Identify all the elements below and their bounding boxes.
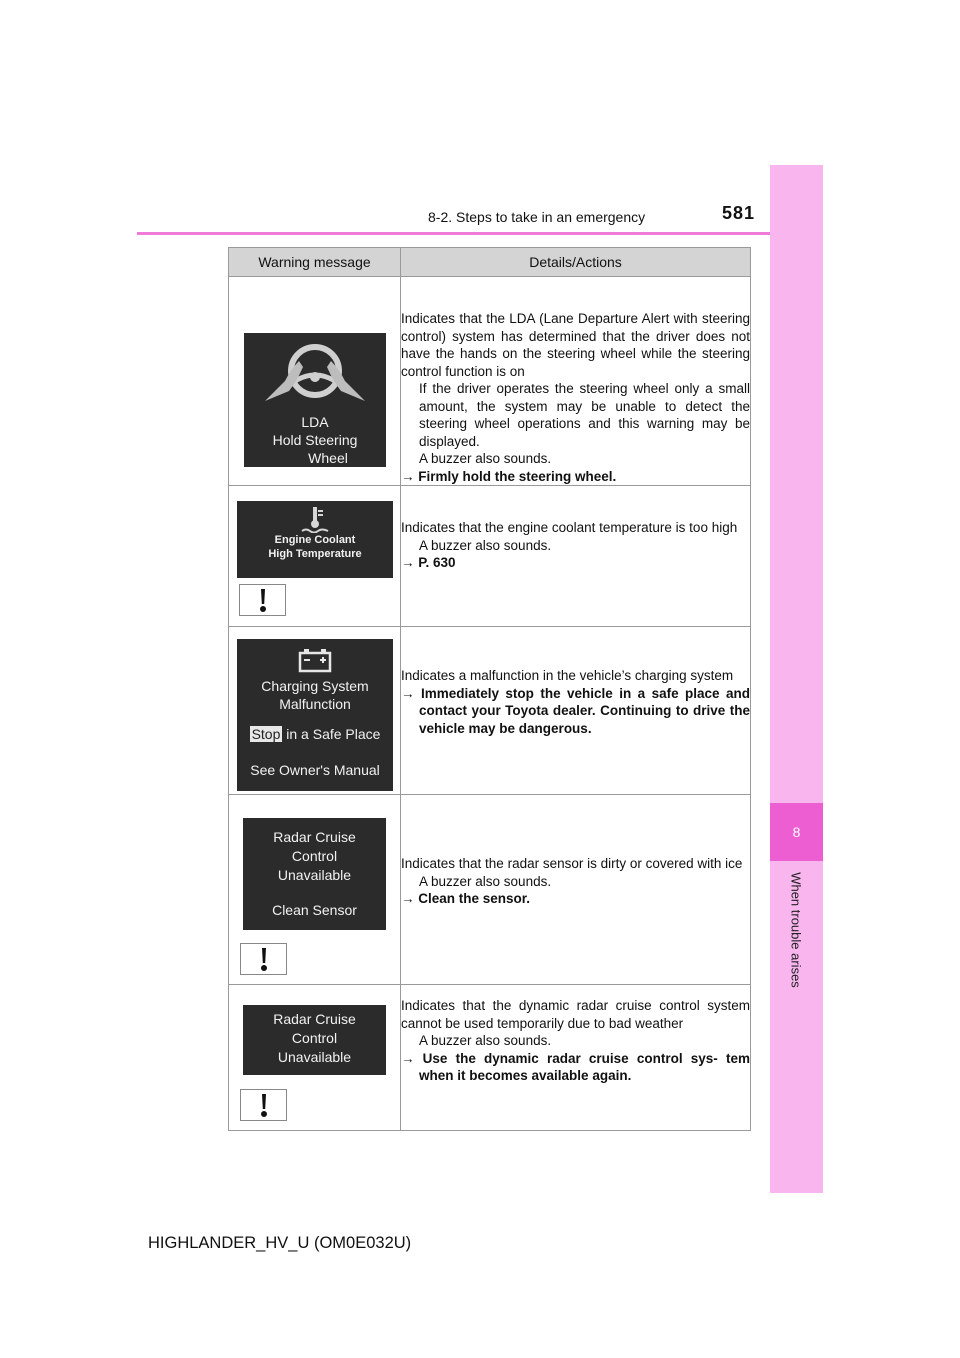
column-header-details-actions: Details/Actions [401,248,751,277]
warning-icon-box [240,1089,287,1121]
action-text: P. 630 [418,555,456,570]
radar-sensor-warning-screen [243,818,386,930]
screen-text-line: Unavailable [277,867,352,883]
warning-image-cell [229,795,401,985]
table-row [229,486,751,627]
column-header-warning-message: Warning message [229,248,401,277]
action-line [401,685,750,738]
note-text: A buzzer also sounds. [419,1033,552,1048]
details-cell [401,985,751,1131]
screen-text-line: Unavailable [277,1049,352,1065]
description-text: Indicates that the dynamic radar cruise control system cannot be used temporarily due to bad weather [401,998,750,1031]
note-text: A buzzer also sounds. [419,537,552,553]
warning-icon-box [240,943,287,975]
right-arrow-icon: → [401,468,419,484]
description-text: Indicates that the radar sensor is dirty or covered with ice [401,856,743,871]
warning-triangle-icon [252,587,274,613]
warning-triangle-icon [253,1092,275,1118]
note-text: If the driver operates the steering wheel only a small amount, the system may be unable to detect the steering wheel operations and this warning may be displayed. [419,381,750,449]
stop-label: Stop [251,726,281,742]
chapter-number-tab: 8 [770,803,823,861]
details-cell [401,795,751,985]
action-text: Clean the sensor. [418,891,531,906]
table-header-row [229,248,751,277]
stop-rest-text: in a Safe Place [286,726,381,742]
screen-text-line: Radar Cruise [273,829,356,845]
table-row [229,627,751,795]
right-arrow-icon: → [401,555,419,570]
warning-image-cell [229,486,401,627]
right-arrow-icon: → [401,685,421,701]
radar-weather-warning-screen [243,1005,386,1075]
right-arrow-icon: → [401,1050,423,1066]
details-cell [401,486,751,627]
warning-image-cell [229,627,401,795]
details-cell [401,277,751,486]
screen-text-line: High Temperature [268,548,362,560]
note-text: A buzzer also sounds. [419,451,552,466]
page-number: 581 [722,203,756,223]
warning-image-cell [229,277,401,486]
screen-text-line: LDA [301,414,329,430]
description-text: Indicates that the LDA (Lane Departure Alert with steering control) system has determined that the driver does not have the hands on the steering wheel while the steering control function is on [401,311,750,379]
steering-wheel-hands-icon [255,341,375,411]
lda-warning-screen [244,333,386,467]
action-line [401,554,750,572]
manual-code: HIGHLANDER_HV_U (OM0E032U) [148,1234,412,1252]
coolant-warning-screen [237,501,393,578]
table-row [229,795,751,985]
warning-message-table [228,247,751,1131]
coolant-temperature-icon [300,505,330,533]
screen-footer-text: See Owner's Manual [250,762,380,778]
action-line [401,468,750,486]
screen-text-line: Control [291,1030,338,1046]
screen-text-line: Hold Steering [272,432,358,448]
right-arrow-icon: → [401,891,419,906]
table-row [229,277,751,486]
screen-text-line: Malfunction [279,696,351,712]
charging-warning-screen [237,639,393,791]
section-title: 8-2. Steps to take in an emergency [428,209,646,225]
battery-icon [297,647,333,673]
warning-icon-box [239,584,286,616]
screen-text-line: Radar Cruise [273,1011,356,1027]
action-text: Immediately stop the vehicle in a safe place and contact your Toyota dealer. Continuing to drive the vehicle may be dangerous. [419,685,750,736]
description-text: Indicates a malfunction in the vehicle’s charging system [401,668,734,683]
action-line [401,890,750,908]
screen-text-line: Wheel [308,450,348,466]
header-divider [137,232,823,235]
side-tab-band [770,165,823,1193]
action-line [401,1050,750,1085]
warning-image-cell [229,985,401,1131]
action-text: Use the dynamic radar cruise control sys- tem when it becomes available again. [419,1050,750,1083]
screen-text-line: Engine Coolant [274,534,356,546]
note-text: A buzzer also sounds. [419,873,552,889]
action-text: Firmly hold the steering wheel. [418,468,617,484]
screen-text-line: Charging System [261,678,369,694]
description-text: Indicates that the engine coolant temperature is too high [401,520,738,535]
details-cell [401,627,751,795]
chapter-title: When trouble arises [788,872,804,988]
screen-footer-text: Clean Sensor [272,902,357,918]
screen-stop-line [237,725,393,743]
table-row [229,985,751,1131]
screen-text-line: Control [291,848,338,864]
warning-triangle-icon [253,946,275,972]
